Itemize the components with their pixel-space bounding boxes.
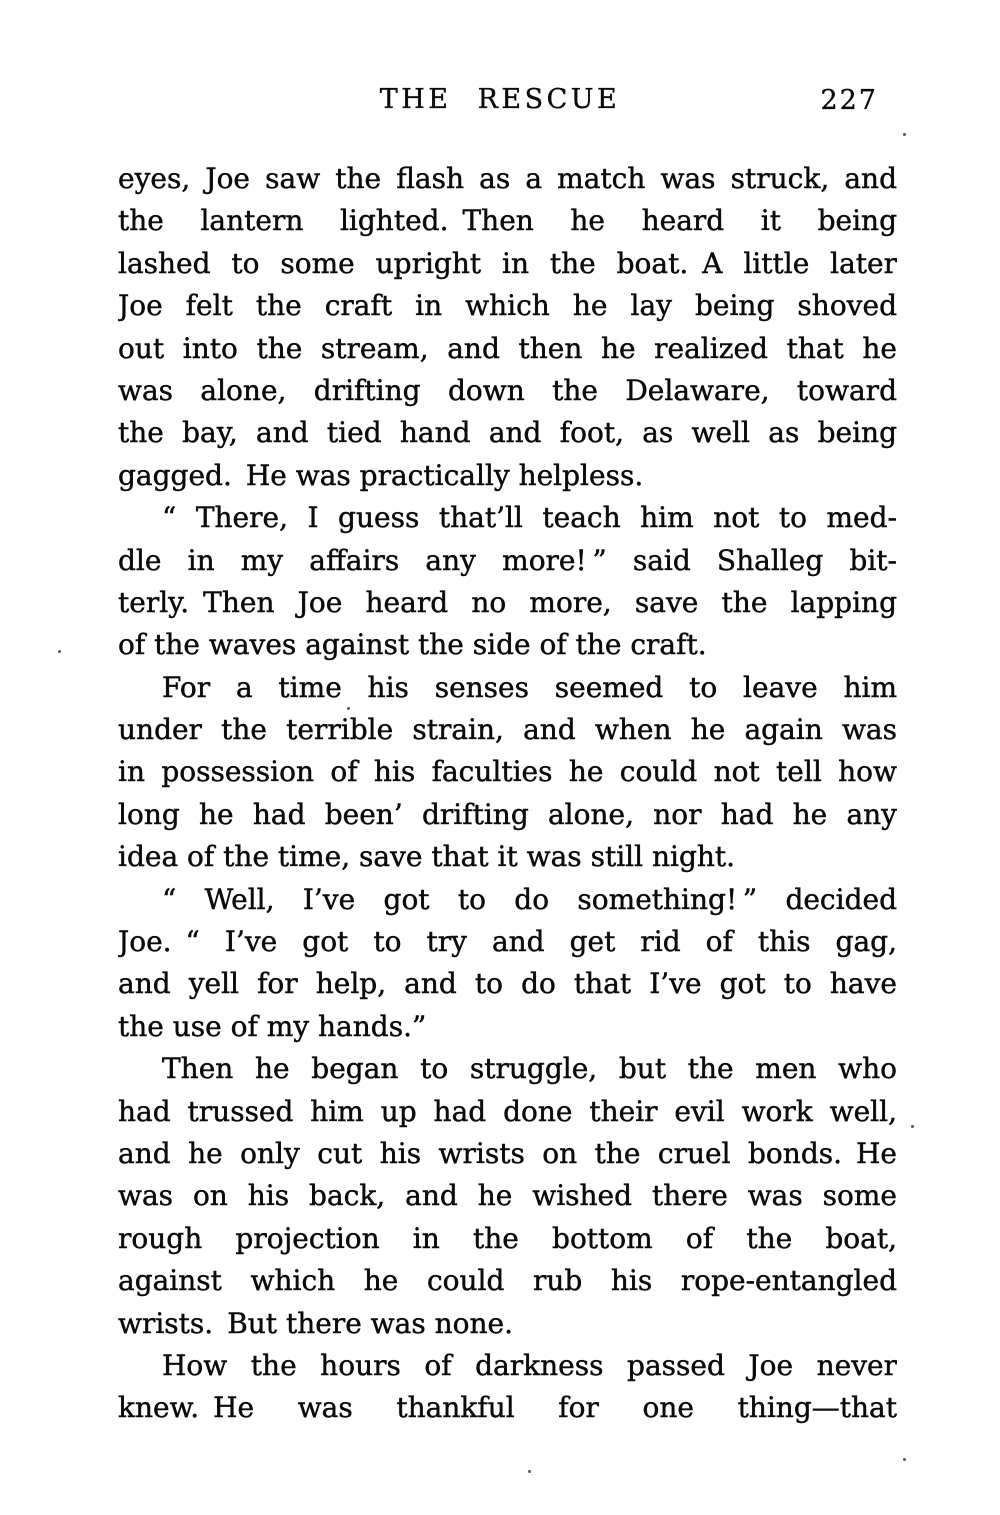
- text-line: Joe felt the craft in which he lay being shoved: [118, 289, 897, 323]
- text-line: long he had been’ drifting alone, nor had he any: [118, 797, 897, 831]
- text-line: terly. Then Joe heard no more, save the lapping: [118, 585, 897, 619]
- running-title: THE RESCUE: [379, 84, 621, 115]
- text-line: in possession of his faculties he could not tell how: [118, 755, 897, 789]
- text-line: wrists. But there was none.: [118, 1306, 513, 1340]
- text-line: was alone, drifting down the Delaware, toward: [118, 373, 897, 407]
- text-line: of the waves against the side of the craft.: [118, 628, 707, 662]
- page-number: 227: [820, 85, 878, 116]
- text-line: eyes, Joe saw the flash as a match was struck, and: [118, 162, 897, 195]
- text-line: under the terrible strain, and when he again was: [118, 713, 897, 747]
- text-line: gagged. He was practically helpless.: [118, 458, 644, 492]
- text-line: idea of the time, save that it was still night.: [118, 840, 736, 874]
- text-line: the lantern lighted. Then he heard it being: [118, 204, 897, 238]
- text-line: “ There, I guess that’ll teach him not to med-: [162, 501, 897, 535]
- text-line: How the hours of darkness passed Joe never: [162, 1348, 897, 1382]
- text-line: against which he could rub his rope-entangled: [118, 1264, 897, 1298]
- scan-speck: [911, 1125, 914, 1128]
- text-line: the bay, and tied hand and foot, as well as being: [118, 416, 897, 450]
- text-line: and he only cut his wrists on the cruel bonds. He: [118, 1136, 897, 1170]
- text-line: and yell for help, and to do that I’ve got to have: [118, 967, 897, 1001]
- text-block: [118, 158, 897, 1430]
- text-line: For a time his senses seemed to leave him: [162, 670, 897, 704]
- scan-speck: [528, 1470, 531, 1473]
- text-line: the use of my hands.”: [118, 1009, 427, 1043]
- text-line: dle in my affairs any more! ” said Shalleg bit-: [118, 543, 897, 577]
- scan-speck: [347, 707, 350, 710]
- page-header: [0, 84, 1000, 120]
- scan-speck: [58, 650, 61, 653]
- text-line: lashed to some upright in the boat. A little later: [118, 246, 897, 280]
- text-line: Joe. “ I’ve got to try and get rid of this gag,: [118, 925, 897, 959]
- text-line: rough projection in the bottom of the boat,: [118, 1221, 897, 1255]
- text-line: knew. He was thankful for one thing—that: [118, 1391, 897, 1425]
- text-line: had trussed him up had done their evil work well,: [118, 1094, 897, 1128]
- text-line: was on his back, and he wished there was some: [118, 1179, 897, 1213]
- text-line: Then he began to struggle, but the men who: [162, 1052, 897, 1086]
- scan-speck: [903, 133, 906, 136]
- text-line: out into the stream, and then he realized that he: [118, 331, 897, 365]
- scan-speck: [903, 1458, 906, 1461]
- text-line: “ Well, I’ve got to do something! ” decided: [162, 882, 897, 916]
